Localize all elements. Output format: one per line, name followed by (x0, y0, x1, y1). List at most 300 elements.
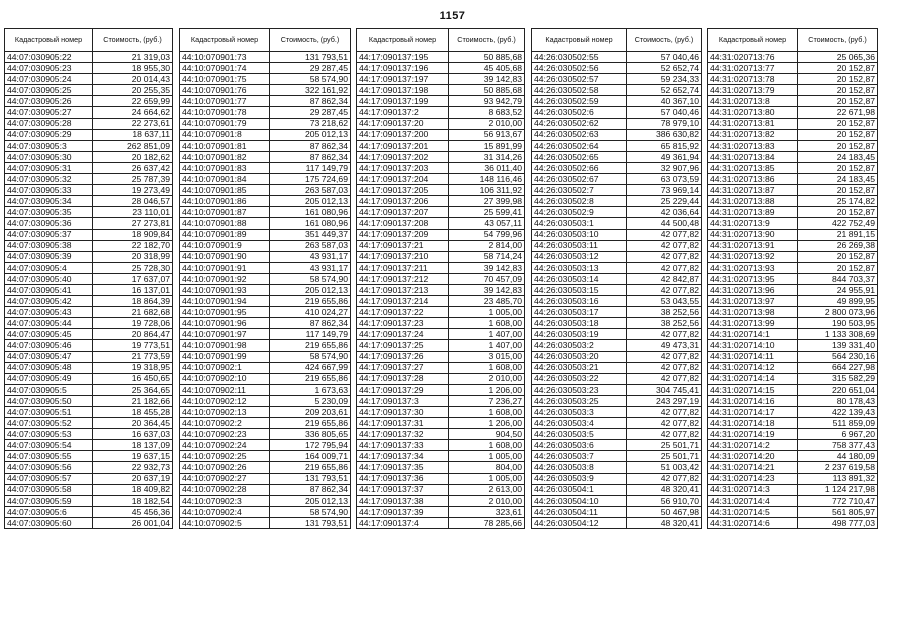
cost-value: 2 010,00 (449, 118, 525, 129)
cost-value: 42 077,82 (627, 362, 702, 373)
cadastral-number: 44:17:090137:28 (357, 373, 449, 384)
cadastral-number: 44:26:030502:66 (532, 162, 627, 173)
cadastral-number: 44:26:030503:23 (532, 384, 627, 395)
cadastral-number: 44:17:090137:198 (357, 85, 449, 96)
table-row (5, 440, 173, 451)
cost-value: 424 667,99 (270, 362, 351, 373)
cadastral-number: 44:26:030503:10 (532, 229, 627, 240)
table-row (180, 495, 351, 506)
cadastral-number: 44:07:030905:24 (5, 74, 93, 85)
table-row (532, 151, 702, 162)
table-row (180, 307, 351, 318)
cadastral-number: 44:17:090137:213 (357, 284, 449, 295)
cost-value: 205 012,13 (270, 495, 351, 506)
table-row (708, 185, 878, 196)
cost-value: 1 407,00 (449, 340, 525, 351)
table-row (357, 174, 525, 185)
cost-value: 131 793,51 (270, 52, 351, 63)
cost-value: 58 714,24 (449, 251, 525, 262)
cadastral-number: 44:07:030905:23 (5, 63, 93, 74)
table-row (180, 440, 351, 451)
table-row (532, 462, 702, 473)
cost-value: 32 907,96 (627, 162, 702, 173)
cadastral-number: 44:07:030905:6 (5, 506, 93, 517)
cadastral-number: 44:07:030905:50 (5, 395, 93, 406)
table-row (5, 284, 173, 295)
table-row (532, 140, 702, 151)
table-row (180, 484, 351, 495)
cost-value: 58 574,90 (270, 506, 351, 517)
cadastral-number: 44:26:030503:19 (532, 329, 627, 340)
cost-value: 561 805,97 (798, 506, 878, 517)
table-row (180, 74, 351, 85)
table-row (532, 440, 702, 451)
cost-value: 53 043,55 (627, 296, 702, 307)
table-row (180, 517, 351, 528)
cost-value: 31 314,26 (449, 151, 525, 162)
table-row (5, 517, 173, 528)
cadastral-number: 44:31:020714:16 (708, 395, 798, 406)
cadastral-number: 44:17:090137:32 (357, 429, 449, 440)
cost-value: 804,00 (449, 462, 525, 473)
cost-value: 22 671,98 (798, 107, 878, 118)
table-row (357, 74, 525, 85)
table-row (180, 151, 351, 162)
cadastral-number: 44:07:030905:42 (5, 296, 93, 307)
cost-value: 2 010,00 (449, 495, 525, 506)
cadastral-number: 44:26:030502:67 (532, 174, 627, 185)
cost-value: 1 608,00 (449, 407, 525, 418)
cadastral-number: 44:10:070901:9 (180, 240, 270, 251)
cost-value: 25 501,71 (627, 451, 702, 462)
cost-value: 20 014,43 (93, 74, 173, 85)
cadastral-number: 44:07:030905:29 (5, 129, 93, 140)
cost-value: 1 005,00 (449, 451, 525, 462)
cost-value: 511 859,09 (798, 418, 878, 429)
cost-value: 3 015,00 (449, 351, 525, 362)
table-row (357, 196, 525, 207)
cost-value: 386 630,82 (627, 129, 702, 140)
table-row (5, 318, 173, 329)
cost-value: 45 405,68 (449, 63, 525, 74)
cost-value: 18 909,84 (93, 229, 173, 240)
cost-value: 51 003,42 (627, 462, 702, 473)
cost-value: 49 899,95 (798, 296, 878, 307)
cadastral-number: 44:10:070901:99 (180, 351, 270, 362)
cost-value: 18 637,11 (93, 129, 173, 140)
cadastral-number: 44:07:030905:53 (5, 429, 93, 440)
table-row (357, 373, 525, 384)
cost-value: 20 152,87 (798, 63, 878, 74)
cost-value: 422 139,43 (798, 407, 878, 418)
table-row (5, 351, 173, 362)
page-number: 1157 (439, 10, 466, 22)
cost-value: 422 752,49 (798, 218, 878, 229)
cadastral-number: 44:26:030503:7 (532, 451, 627, 462)
cadastral-number: 44:26:030503:2 (532, 340, 627, 351)
table-row (357, 440, 525, 451)
table-row (708, 340, 878, 351)
cost-value: 43 931,17 (270, 262, 351, 273)
cost-value: 42 077,82 (627, 351, 702, 362)
table-row (708, 218, 878, 229)
cadastral-number: 44:07:030905:25 (5, 85, 93, 96)
table-row (180, 384, 351, 395)
cost-value: 1 206,00 (449, 384, 525, 395)
table-row (708, 329, 878, 340)
cost-value: 16 450,65 (93, 373, 173, 384)
cost-value: 1 005,00 (449, 473, 525, 484)
cost-value: 26 001,04 (93, 517, 173, 528)
cost-value: 52 652,74 (627, 63, 702, 74)
table-row (532, 251, 702, 262)
cost-value: 22 932,73 (93, 462, 173, 473)
cadastral-number: 44:26:030502:56 (532, 63, 627, 74)
table-row (532, 484, 702, 495)
cadastral-number: 44:26:030503:18 (532, 318, 627, 329)
cost-value: 40 367,10 (627, 96, 702, 107)
cost-value: 24 664,62 (93, 107, 173, 118)
cadastral-number: 44:07:030905:3 (5, 140, 93, 151)
cost-value: 39 142,83 (449, 262, 525, 273)
table-row (532, 429, 702, 440)
cadastral-number: 44:31:020713:9 (708, 218, 798, 229)
cost-value: 2 800 073,96 (798, 307, 878, 318)
cost-value: 1 407,00 (449, 329, 525, 340)
cost-value: 25 501,71 (627, 440, 702, 451)
table-row (5, 85, 173, 96)
table-row (357, 495, 525, 506)
cost-value: 1 673,63 (270, 384, 351, 395)
cadastral-number: 44:10:070901:73 (180, 52, 270, 63)
cadastral-number: 44:31:020713:78 (708, 74, 798, 85)
cadastral-number: 44:17:090137:24 (357, 329, 449, 340)
cadastral-number: 44:07:030905:58 (5, 484, 93, 495)
cadastral-number: 44:26:030503:12 (532, 251, 627, 262)
cadastral-number: 44:17:090137:21 (357, 240, 449, 251)
cost-value: 322 161,92 (270, 85, 351, 96)
table-row (357, 296, 525, 307)
cost-value: 205 012,13 (270, 196, 351, 207)
table-row (180, 395, 351, 406)
cadastral-number: 44:07:030905:51 (5, 407, 93, 418)
cost-value: 323,61 (449, 506, 525, 517)
cadastral-number: 44:10:070901:82 (180, 151, 270, 162)
cost-value: 28 046,57 (93, 196, 173, 207)
table-row (532, 118, 702, 129)
header-cadastral: Кадастровый номер (180, 29, 270, 52)
cost-value: 18 864,39 (93, 296, 173, 307)
cost-value: 19 728,06 (93, 318, 173, 329)
cadastral-number: 44:10:070901:86 (180, 196, 270, 207)
cadastral-number: 44:31:020713:80 (708, 107, 798, 118)
cost-value: 58 574,90 (270, 351, 351, 362)
cadastral-number: 44:17:090137:2 (357, 107, 449, 118)
table-row (708, 362, 878, 373)
cadastral-number: 44:26:030502:58 (532, 85, 627, 96)
cost-value: 87 862,34 (270, 96, 351, 107)
table-row (532, 162, 702, 173)
cadastral-number: 44:17:090137:211 (357, 262, 449, 273)
cadastral-number: 44:31:020713:86 (708, 174, 798, 185)
table-row (532, 52, 702, 63)
cadastral-number: 44:31:020714:5 (708, 506, 798, 517)
cadastral-number: 44:17:090137:36 (357, 473, 449, 484)
cost-value: 42 077,82 (627, 407, 702, 418)
cadastral-number: 44:31:020713:95 (708, 273, 798, 284)
cadastral-number: 44:17:090137:35 (357, 462, 449, 473)
cadastral-number: 44:07:030905:22 (5, 52, 93, 63)
table-row (5, 196, 173, 207)
table-row (708, 429, 878, 440)
cadastral-number: 44:17:090137:20 (357, 118, 449, 129)
table-row (5, 74, 173, 85)
cadastral-number: 44:10:070901:77 (180, 96, 270, 107)
table-row (5, 429, 173, 440)
cost-value: 1 124 217,98 (798, 484, 878, 495)
table-row (532, 495, 702, 506)
cadastral-number: 44:26:030502:65 (532, 151, 627, 162)
cost-value: 58 574,90 (270, 273, 351, 284)
cost-value: 44 180,09 (798, 451, 878, 462)
cadastral-number: 44:07:030905:55 (5, 451, 93, 462)
table-row (708, 107, 878, 118)
cost-value: 20 152,87 (798, 262, 878, 273)
cost-value: 117 149,79 (270, 162, 351, 173)
cost-value: 20 864,47 (93, 329, 173, 340)
table-row (5, 185, 173, 196)
table-row (532, 129, 702, 140)
table-row (532, 218, 702, 229)
table-row (357, 418, 525, 429)
cost-value: 20 152,87 (798, 140, 878, 151)
cost-value: 117 149,79 (270, 329, 351, 340)
cost-value: 172 795,94 (270, 440, 351, 451)
table-row (357, 151, 525, 162)
cost-value: 304 745,41 (627, 384, 702, 395)
cost-value: 21 682,68 (93, 307, 173, 318)
cadastral-number: 44:07:030905:54 (5, 440, 93, 451)
table-row (357, 429, 525, 440)
table-row (5, 451, 173, 462)
cost-value: 19 773,51 (93, 340, 173, 351)
cost-value: 52 652,74 (627, 85, 702, 96)
cost-value: 63 073,59 (627, 174, 702, 185)
cadastral-number: 44:07:030905:4 (5, 262, 93, 273)
cadastral-number: 44:26:030504:11 (532, 506, 627, 517)
table-row (357, 329, 525, 340)
cadastral-number: 44:17:090137:214 (357, 296, 449, 307)
cost-value: 42 077,82 (627, 329, 702, 340)
cost-value: 24 183,45 (798, 151, 878, 162)
table-row (532, 395, 702, 406)
cadastral-number: 44:07:030905:36 (5, 218, 93, 229)
cadastral-number: 44:07:030905:47 (5, 351, 93, 362)
cadastral-number: 44:07:030905:45 (5, 329, 93, 340)
cadastral-number: 44:10:070901:79 (180, 118, 270, 129)
cost-value: 25 229,44 (627, 196, 702, 207)
table-row (357, 140, 525, 151)
cost-value: 42 842,87 (627, 273, 702, 284)
cadastral-number: 44:31:020714:12 (708, 362, 798, 373)
table-row (708, 96, 878, 107)
cadastral-number: 44:07:030905:32 (5, 174, 93, 185)
table-row (532, 407, 702, 418)
cadastral-number: 44:10:070901:84 (180, 174, 270, 185)
cadastral-number: 44:07:030905:30 (5, 151, 93, 162)
cadastral-number: 44:26:030503:5 (532, 429, 627, 440)
cost-value: 42 077,82 (627, 373, 702, 384)
cost-value: 26 637,42 (93, 162, 173, 173)
cadastral-number: 44:10:070901:97 (180, 329, 270, 340)
cadastral-number: 44:31:020714:1 (708, 329, 798, 340)
cost-value: 243 297,19 (627, 395, 702, 406)
cost-value: 26 269,38 (798, 240, 878, 251)
cost-value: 8 683,52 (449, 107, 525, 118)
cost-value: 15 891,99 (449, 140, 525, 151)
cost-value: 1 608,00 (449, 362, 525, 373)
table-row (5, 140, 173, 151)
cadastral-number: 44:17:090137:197 (357, 74, 449, 85)
cost-value: 161 080,96 (270, 207, 351, 218)
cadastral-number: 44:26:030503:15 (532, 284, 627, 295)
cadastral-number: 44:10:070902:5 (180, 517, 270, 528)
cost-value: 19 637,15 (93, 451, 173, 462)
table-row (180, 196, 351, 207)
cost-value: 1 206,00 (449, 418, 525, 429)
cost-value: 23 110,01 (93, 207, 173, 218)
cadastral-number: 44:07:030905:33 (5, 185, 93, 196)
table-row (532, 63, 702, 74)
header-cadastral: Кадастровый номер (357, 29, 449, 52)
cadastral-number: 44:31:020713:96 (708, 284, 798, 295)
table-row (5, 307, 173, 318)
cadastral-number: 44:17:090137:212 (357, 273, 449, 284)
cost-value: 57 040,46 (627, 52, 702, 63)
cadastral-number: 44:26:030502:64 (532, 140, 627, 151)
table-row (180, 129, 351, 140)
cost-value: 78 285,66 (449, 517, 525, 528)
cadastral-table-5 (707, 28, 878, 529)
cadastral-table-4 (531, 28, 702, 529)
cost-value: 205 012,13 (270, 284, 351, 295)
cadastral-number: 44:10:070901:96 (180, 318, 270, 329)
table-row (5, 373, 173, 384)
table-row (532, 318, 702, 329)
cadastral-number: 44:31:020713:99 (708, 318, 798, 329)
table-row (357, 484, 525, 495)
cadastral-number: 44:10:070902:23 (180, 429, 270, 440)
table-row (708, 273, 878, 284)
table-row (5, 174, 173, 185)
cadastral-number: 44:17:090137:39 (357, 506, 449, 517)
table-row (180, 218, 351, 229)
table-row (5, 340, 173, 351)
cadastral-number: 44:07:030905:31 (5, 162, 93, 173)
table-row (5, 329, 173, 340)
table-row (357, 395, 525, 406)
table-row (532, 229, 702, 240)
cadastral-number: 44:31:020713:87 (708, 185, 798, 196)
cadastral-number: 44:10:070902:3 (180, 495, 270, 506)
cost-value: 19 318,95 (93, 362, 173, 373)
cost-value: 48 320,41 (627, 517, 702, 528)
cost-value: 336 805,65 (270, 429, 351, 440)
cadastral-number: 44:07:030905:44 (5, 318, 93, 329)
cost-value: 25 599,41 (449, 207, 525, 218)
table-row (180, 329, 351, 340)
cadastral-number: 44:07:030905:28 (5, 118, 93, 129)
cost-value: 164 009,71 (270, 451, 351, 462)
table-row (180, 473, 351, 484)
cadastral-number: 44:26:030503:1 (532, 218, 627, 229)
cadastral-number: 44:31:020713:91 (708, 240, 798, 251)
cadastral-number: 44:10:070902:2 (180, 418, 270, 429)
cadastral-number: 44:17:090137:4 (357, 517, 449, 528)
table-row (708, 52, 878, 63)
cost-value: 190 503,95 (798, 318, 878, 329)
cost-value: 209 203,61 (270, 407, 351, 418)
cadastral-number: 44:10:070901:94 (180, 296, 270, 307)
table-row (708, 129, 878, 140)
table-row (708, 284, 878, 295)
cost-value: 18 137,09 (93, 440, 173, 451)
cadastral-number: 44:10:070901:75 (180, 74, 270, 85)
table-row (532, 185, 702, 196)
cadastral-number: 44:26:030502:59 (532, 96, 627, 107)
cost-value: 220 651,04 (798, 384, 878, 395)
cadastral-number: 44:07:030905:60 (5, 517, 93, 528)
cadastral-number: 44:17:090137:37 (357, 484, 449, 495)
cadastral-number: 44:07:030905:52 (5, 418, 93, 429)
table-row (532, 296, 702, 307)
cost-value: 20 255,35 (93, 85, 173, 96)
cadastral-number: 44:31:020714:2 (708, 440, 798, 451)
cost-value: 18 955,30 (93, 63, 173, 74)
cost-value: 20 152,87 (798, 207, 878, 218)
cost-value: 43 931,17 (270, 251, 351, 262)
cadastral-number: 44:31:020713:76 (708, 52, 798, 63)
cadastral-number: 44:31:020713:89 (708, 207, 798, 218)
cadastral-number: 44:26:030503:16 (532, 296, 627, 307)
table-row (357, 96, 525, 107)
cadastral-number: 44:10:070902:13 (180, 407, 270, 418)
cadastral-number: 44:17:090137:31 (357, 418, 449, 429)
cadastral-number: 44:26:030502:9 (532, 207, 627, 218)
table-row (708, 384, 878, 395)
cadastral-number: 44:31:020713:98 (708, 307, 798, 318)
table-row (357, 52, 525, 63)
cost-value: 2 010,00 (449, 373, 525, 384)
cost-value: 44 500,48 (627, 218, 702, 229)
table-row (708, 85, 878, 96)
cadastral-number: 44:26:030502:62 (532, 118, 627, 129)
cadastral-number: 44:17:090137:203 (357, 162, 449, 173)
table-row (357, 63, 525, 74)
cost-value: 42 077,82 (627, 240, 702, 251)
table-row (180, 340, 351, 351)
header-cadastral: Кадастровый номер (708, 29, 798, 52)
cadastral-number: 44:10:070901:81 (180, 140, 270, 151)
table-row (357, 251, 525, 262)
cost-value: 56 910,70 (627, 495, 702, 506)
table-row (357, 384, 525, 395)
cost-value: 21 319,03 (93, 52, 173, 63)
table-row (532, 196, 702, 207)
table-row (5, 118, 173, 129)
cadastral-number: 44:31:020713:93 (708, 262, 798, 273)
cost-value: 904,50 (449, 429, 525, 440)
